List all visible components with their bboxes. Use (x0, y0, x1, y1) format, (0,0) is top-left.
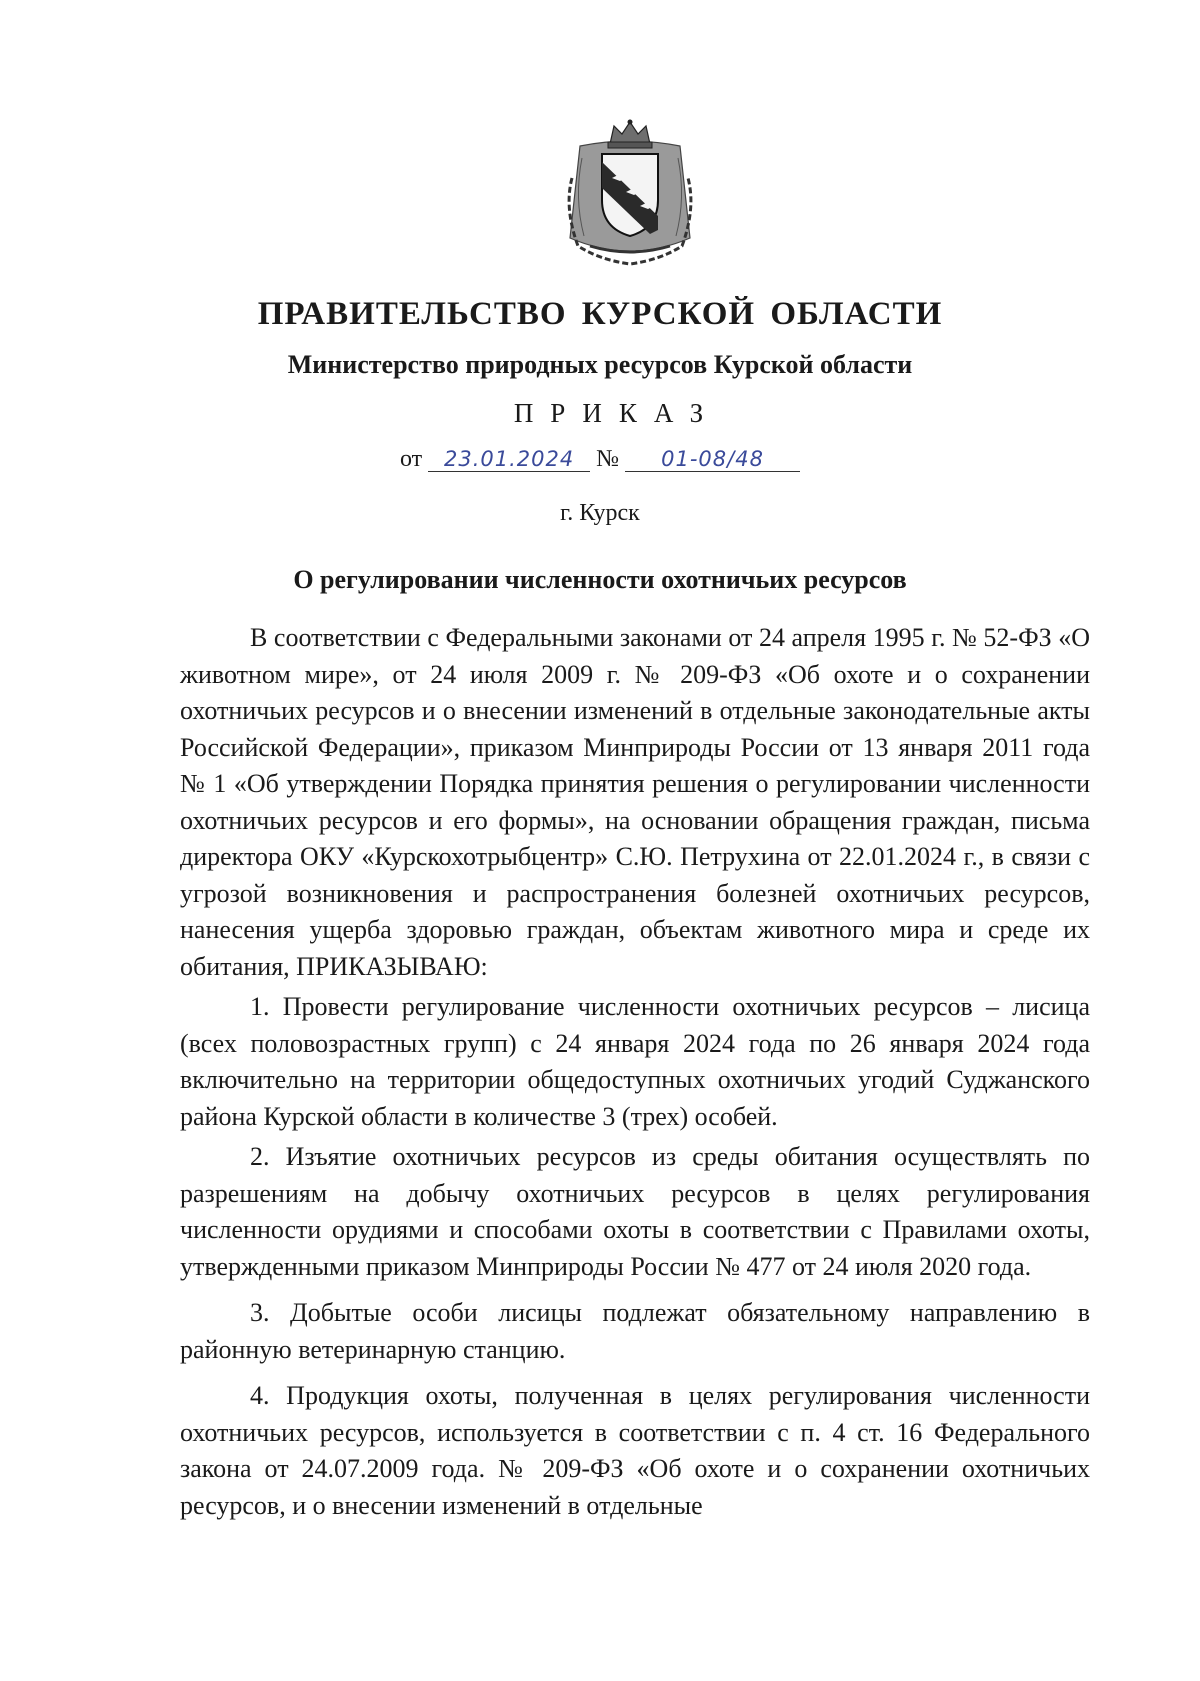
clause-4: 4. Продукция охоты, полученная в целях регулирования численности охотничьих ресурсов, используется в соответствии с п. 4 ст. 16 Федерального закона от 24.07.2009 года. № 209-ФЗ «Об охоте и о сохранении охотничьих ресурсов, и о внесении изменений в отдельные (180, 1381, 1090, 1520)
government-title: ПРАВИТЕЛЬСТВО КУРСКОЙ ОБЛАСТИ (257, 296, 943, 332)
order-date: 23.01.2024 (428, 447, 590, 472)
order-subject: О регулировании численности охотничьих ресурсов (293, 565, 907, 594)
order-body (180, 620, 1090, 1524)
clause-1: 1. Провести регулирование численности охотничьих ресурсов – лисица (всех половозрастных групп) с 24 января 2024 года по 26 января 2024 года включительно на территории общедоступных охотничьих угодий Суджанского района Курской области в количестве 3 (трех) особей. (180, 992, 1090, 1131)
date-prefix: от (399, 446, 423, 472)
clause-3: 3. Добытые особи лисицы подлежат обязательному направлению в районную ветеринарную станцию. (180, 1298, 1090, 1364)
city: г. Курск (560, 500, 640, 526)
preamble-paragraph: В соответствии с Федеральными законами от 24 апреля 1995 г. № 52-ФЗ «О животном мире», от 24 июля 2009 г. № 209-ФЗ «Об охоте и о сохранении охотничьих ресурсов и о внесении изменений в отдельные законодательные акты Российской Федерации», приказом Минприроды России от 13 января 2011 года № 1 «Об утверждении Порядка принятия решения о регулировании численности охотничьих ресурсов и его формы», на основании обращения граждан, письма директора ОКУ «Курскохотрыбцентр» С.Ю. Петрухина от 22.01.2024 г., в связи с угрозой возникновения и распространения болезней охотничьих ресурсов, нанесения ущерба здоровью граждан, объектам животного мира и среде их обитания, ПРИКАЗЫВАЮ: (180, 623, 1090, 981)
order-date-number (0, 446, 1200, 473)
clause-2: 2. Изъятие охотничьих ресурсов из среды обитания осуществлять по разрешениям на добычу охотничьих ресурсов в целях регулирования численности орудиями и способами охоты в соответствии с Правилами охоты, утвержденными приказом Минприроды России № 477 от 24 июля 2020 года. (180, 1142, 1090, 1281)
kursk-coat-of-arms-icon (560, 118, 700, 266)
document-type: ПРИКАЗ (513, 398, 721, 428)
ministry-name: Министерство природных ресурсов Курской области (287, 350, 913, 379)
order-number: 01-08/48 (625, 447, 800, 472)
number-sign: № (596, 446, 620, 472)
